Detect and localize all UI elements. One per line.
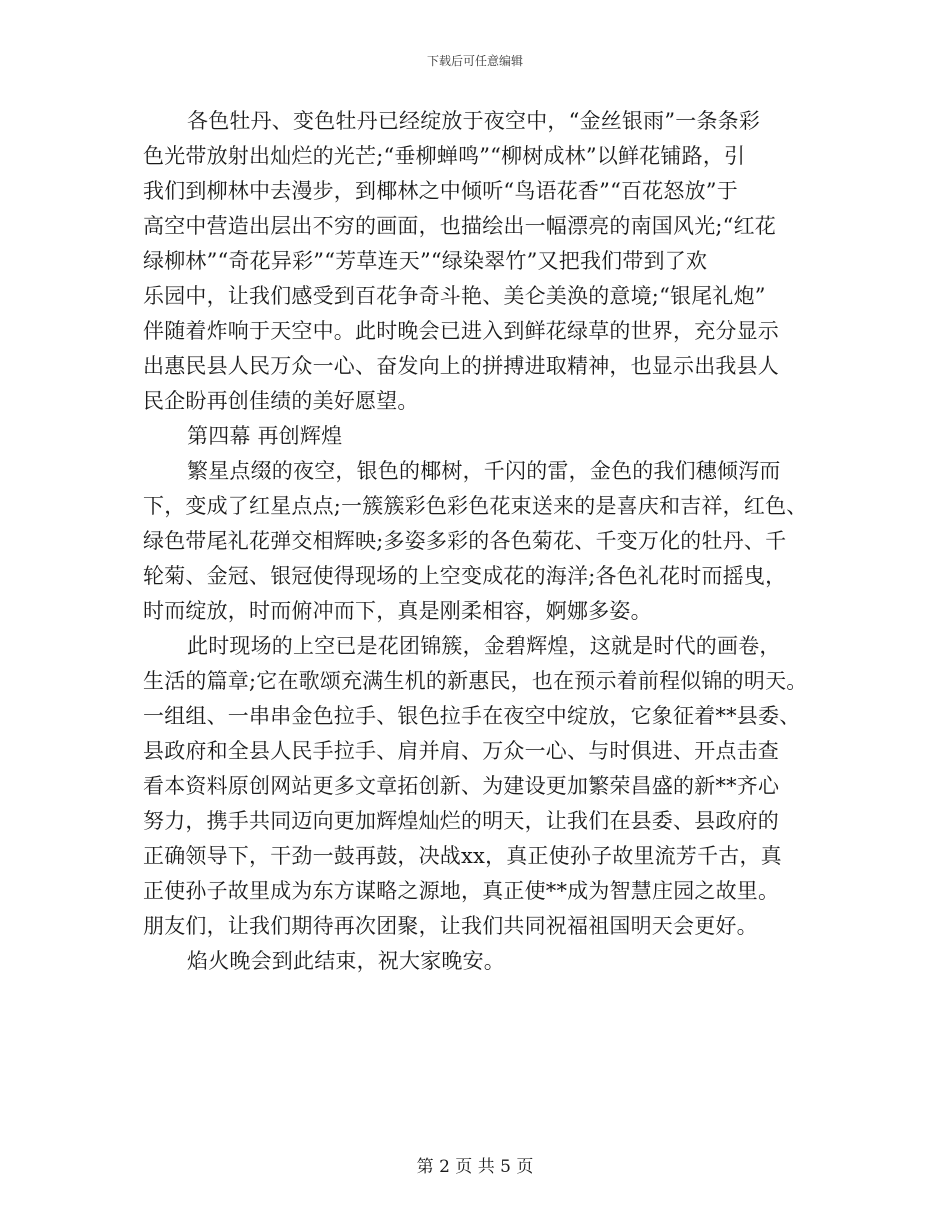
text-line: 看本资料原创网站更多文章拓创新、为建设更加繁荣昌盛的新**齐心 (143, 774, 780, 798)
text-line: 县政府和全县人民手拉手、肩并肩、万众一心、与时俱进、开点击查 (143, 739, 779, 763)
text-line: 绿柳林”“奇花异彩”“芳草连天”“绿染翠竹”又把我们带到了欢 (143, 249, 708, 273)
text-line: 各色牡丹、变色牡丹已经绽放于夜空中，“金丝银雨”一条条彩 (187, 109, 761, 133)
text-line: 我们到柳林中去漫步，到椰林之中倾听“鸟语花香”“百花怒放”于 (143, 179, 738, 203)
text-line: 绿色带尾礼花弹交相辉映;多姿多彩的各色菊花、千变万化的牡丹、千 (143, 529, 787, 553)
text-line: 焰火晚会到此结束，祝大家晚安。 (187, 949, 505, 973)
page-header: 下载后可任意编辑 (426, 54, 523, 68)
text-line: 下，变成了红星点点;一簇簇彩色彩色花束送来的是喜庆和吉祥，红色、 (143, 494, 808, 518)
text-line: 时而绽放，时而俯冲而下，真是刚柔相容，婀娜多姿。 (143, 599, 652, 623)
text-line: 轮菊、金冠、银冠使得现场的上空变成花的海洋;各色礼花时而摇曳， (143, 564, 787, 588)
text-line: 一组组、一串串金色拉手、银色拉手在夜空中绽放，它象征着**县委、 (143, 704, 801, 728)
text-line: 民企盼再创佳绩的美好愿望。 (143, 389, 419, 413)
text-line: 此时现场的上空已是花团锦簇，金碧辉煌，这就是时代的画卷， (187, 634, 781, 658)
text-line: 出惠民县人民万众一心、奋发向上的拼搏进取精神，也显示出我县人 (143, 354, 779, 378)
text-line: 努力，携手共同迈向更加辉煌灿烂的明天，让我们在县委、县政府的 (143, 809, 779, 833)
page-footer: 第 2 页 共 5 页 (416, 1157, 534, 1177)
text-line: 繁星点缀的夜空，银色的椰树，千闪的雷，金色的我们穗倾泻而 (187, 459, 781, 483)
text-line: 正确领导下，干劲一鼓再鼓，决战xx，真正使孙子故里流芳千古，真 (143, 844, 782, 868)
text-line: 生活的篇章;它在歌颂充满生机的新惠民，也在预示着前程似锦的明天。 (143, 669, 808, 693)
text-line: 色光带放射出灿烂的光芒;“垂柳蝉鸣”“柳树成林”以鲜花铺路，引 (143, 144, 746, 168)
document-body (143, 104, 823, 979)
text-line: 伴随着炸响于天空中。此时晚会已进入到鲜花绿草的世界，充分显示 (143, 319, 779, 343)
text-line: 第四幕 再创辉煌 (187, 424, 343, 448)
text-line: 正使孙子故里成为东方谋略之源地，真正使**成为智慧庄园之故里。 (143, 879, 780, 903)
text-line: 朋友们，让我们期待再次团聚，让我们共同祝福祖国明天会更好。 (143, 914, 758, 938)
text-line: 乐园中，让我们感受到百花争奇斗艳、美仑美涣的意境;“银尾礼炮” (143, 284, 766, 308)
text-line: 高空中营造出层出不穷的画面，也描绘出一幅漂亮的南国风光;“红花 (143, 214, 777, 238)
